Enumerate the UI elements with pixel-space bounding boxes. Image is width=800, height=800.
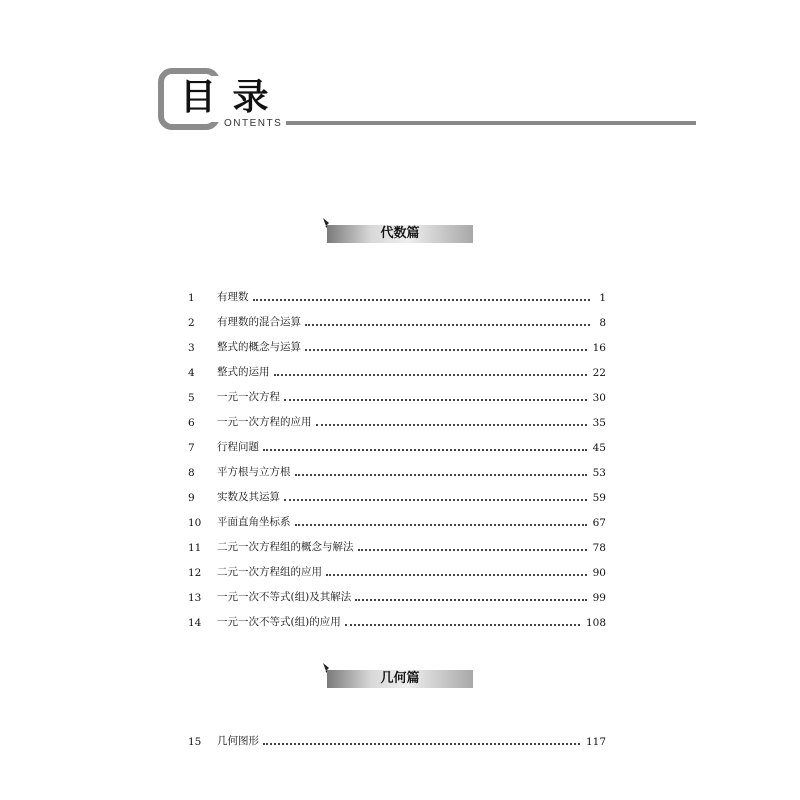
page-subtitle: ONTENTS <box>224 118 283 129</box>
toc-number: 1 <box>188 292 195 304</box>
toc-number: 13 <box>188 592 202 604</box>
dot-leader <box>326 573 587 576</box>
toc-title: 一元一次不等式(组)的应用 <box>217 616 341 628</box>
toc-list-algebra <box>188 279 606 629</box>
toc-number: 14 <box>188 617 202 629</box>
toc-page: 22 <box>592 367 606 379</box>
toc-title: 平方根与立方根 <box>217 466 291 478</box>
toc-row[interactable] <box>188 379 606 404</box>
dot-leader <box>263 448 587 451</box>
toc-title: 整式的概念与运算 <box>217 341 301 353</box>
toc-page: 8 <box>599 317 606 329</box>
toc-title: 一元一次不等式(组)及其解法 <box>217 591 352 603</box>
toc-number: 2 <box>188 317 195 329</box>
toc-row[interactable] <box>188 554 606 579</box>
toc-row[interactable] <box>188 454 606 479</box>
toc-title: 二元一次方程组的概念与解法 <box>217 541 354 553</box>
toc-number: 15 <box>188 736 202 748</box>
dot-leader <box>253 298 591 301</box>
section-title: 几何篇 <box>380 671 420 686</box>
dot-leader <box>345 623 580 626</box>
toc-number: 3 <box>188 342 195 354</box>
toc-header <box>158 68 698 136</box>
dot-leader <box>274 373 587 376</box>
header-divider <box>286 121 696 125</box>
toc-row[interactable] <box>188 604 606 629</box>
toc-title: 几何图形 <box>217 735 259 747</box>
toc-page: 30 <box>592 392 606 404</box>
toc-title: 二元一次方程组的应用 <box>217 566 322 578</box>
dot-leader <box>358 548 587 551</box>
toc-number: 8 <box>188 467 195 479</box>
toc-row[interactable] <box>188 279 606 304</box>
toc-page: 99 <box>592 592 606 604</box>
toc-number: 9 <box>188 492 195 504</box>
toc-row[interactable] <box>188 723 606 748</box>
toc-number: 5 <box>188 392 195 404</box>
toc-number: 11 <box>188 542 202 554</box>
toc-page: 45 <box>592 442 606 454</box>
toc-page: 90 <box>592 567 606 579</box>
dot-leader <box>284 398 587 401</box>
toc-page: 108 <box>585 617 606 629</box>
dot-leader <box>305 348 587 351</box>
toc-number: 4 <box>188 367 195 379</box>
toc-title: 有理数的混合运算 <box>217 316 301 328</box>
toc-title: 行程问题 <box>217 441 259 453</box>
toc-title: 平面直角坐标系 <box>217 516 291 528</box>
page-title: 目 录 <box>180 77 271 118</box>
dot-leader <box>284 498 587 501</box>
toc-page: 53 <box>592 467 606 479</box>
toc-title: 整式的运用 <box>217 366 270 378</box>
dot-leader <box>316 423 587 426</box>
toc-page: 16 <box>592 342 606 354</box>
toc-title: 实数及其运算 <box>217 491 280 503</box>
toc-page: 117 <box>585 736 606 748</box>
toc-row[interactable] <box>188 429 606 454</box>
toc-page: 78 <box>592 542 606 554</box>
toc-list-geometry <box>188 723 606 748</box>
toc-page: 35 <box>592 417 606 429</box>
toc-title: 有理数 <box>217 291 249 303</box>
section-banner-algebra <box>322 223 474 245</box>
dot-leader <box>355 598 586 601</box>
toc-row[interactable] <box>188 479 606 504</box>
toc-number: 12 <box>188 567 202 579</box>
section-title: 代数篇 <box>380 226 420 241</box>
toc-row[interactable] <box>188 304 606 329</box>
toc-number: 10 <box>188 517 202 529</box>
toc-number: 7 <box>188 442 195 454</box>
toc-title: 一元一次方程 <box>217 391 280 403</box>
toc-row[interactable] <box>188 529 606 554</box>
dot-leader <box>263 742 580 745</box>
toc-row[interactable] <box>188 404 606 429</box>
toc-number: 6 <box>188 417 195 429</box>
section-banner-geometry <box>322 668 474 690</box>
toc-title: 一元一次方程的应用 <box>217 416 312 428</box>
toc-page: 1 <box>599 292 606 304</box>
toc-row[interactable] <box>188 329 606 354</box>
toc-row[interactable] <box>188 354 606 379</box>
toc-row[interactable] <box>188 504 606 529</box>
toc-page: 67 <box>592 517 606 529</box>
dot-leader <box>295 473 587 476</box>
toc-row[interactable] <box>188 579 606 604</box>
dot-leader <box>295 523 587 526</box>
toc-page: 59 <box>592 492 606 504</box>
dot-leader <box>305 323 590 326</box>
